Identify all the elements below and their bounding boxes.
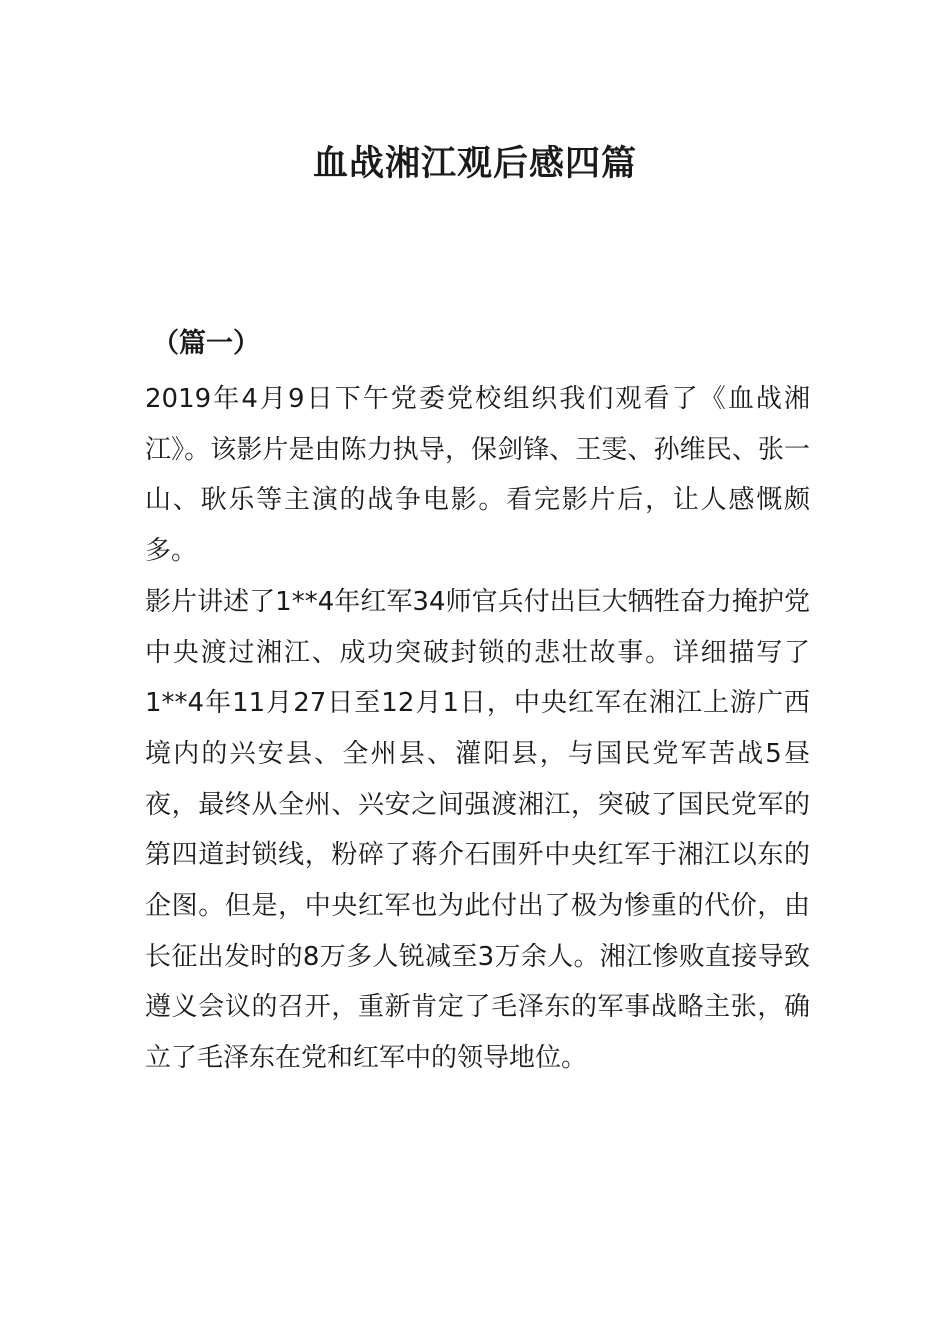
paragraph-1: 2019年4月9日下午党委党校组织我们观看了《血战湘江》。该影片是由陈力执导，保剑锋、王雯、孙维民、张一山、耿乐等主演的战争电影。看完影片后，让人感慨颇多。	[145, 384, 810, 567]
section-heading: （篇一）	[152, 328, 260, 359]
body-text	[145, 374, 810, 1084]
paragraph-2: 影片讲述了1**4年红军34师官兵付出巨大牺牲奋力掩护党中央渡过湘江、成功突破封锁的悲壮故事。详细描写了1**4年11月27日至12月1日，中央红军在湘江上游广西境内的兴安县、全州县、灌阳县，与国民党军苦战5昼夜，最终从全州、兴安之间强渡湘江，突破了国民党军的第四道封锁线，粉碎了蒋介石围歼中央红军于湘江以东的企图。但是，中央红军也为此付出了极为惨重的代价，由长征出发时的8万多人锐减至3万余人。湘江惨败直接导致遵义会议的召开，重新肯定了毛泽东的军事战略主张，确立了毛泽东在党和红军中的领导地位。	[145, 586, 810, 1074]
document-title: 血战湘江观后感四篇	[312, 144, 637, 184]
